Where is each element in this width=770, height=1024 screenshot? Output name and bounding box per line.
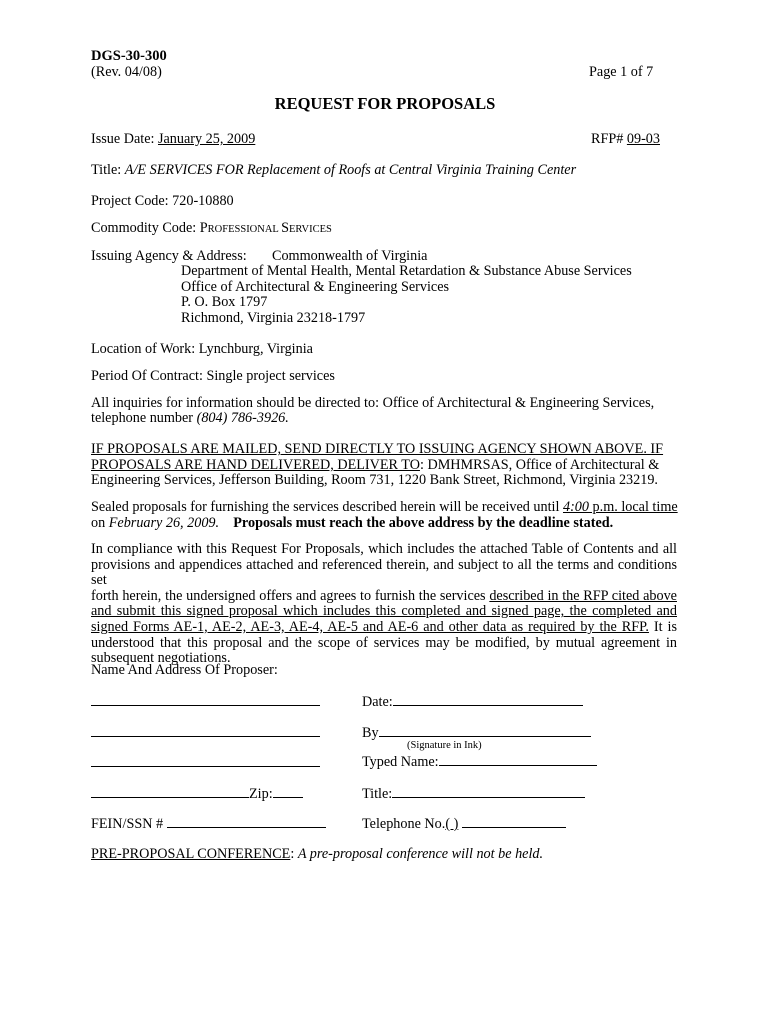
compliance-line3-underlined: described in the RFP cited above [489,587,677,604]
by-line [362,724,591,741]
proposer-address-field-2[interactable] [91,754,320,771]
mailing-line3: Engineering Services, Jefferson Building, Room 731, 1220 Bank Street, Richmond, Virginia 23219. [91,472,658,488]
pre-proposal-label: PRE-PROPOSAL CONFERENCE [91,846,291,862]
commodity-code-s: S [281,220,289,236]
issuing-agency-label: Issuing Agency & Address: [91,248,247,264]
rfp-number-line [591,131,660,147]
telephone-line [362,815,566,832]
fein-label: FEIN/SSN # [91,816,167,832]
compliance-line6: understood that this proposal and the scope of services may be modified, by mutual agreement in [91,634,677,651]
telephone-area-code-field[interactable]: ( ) [445,816,459,832]
sealed-on: on [91,515,109,531]
compliance-line2: provisions and appendices attached and referenced therein, and subject to all the terms and conditions set [91,556,677,589]
compliance-line3 [91,589,677,605]
telephone-label: Telephone No. [362,816,446,832]
pre-proposal-text: A pre-proposal conference will not be held. [297,846,544,862]
mailing-hand-delivery: PROPOSALS ARE HAND DELIVERED, DELIVER TO [91,457,420,473]
title-line [362,785,585,802]
compliance-line3-prefix: forth herein, the undersigned offers and agrees to furnish the services [91,587,490,604]
sealed-deadline-date: February 26, 2009. [108,515,220,531]
form-number: DGS-30-300 [91,48,167,64]
compliance-line1: In compliance with this Request For Proposals, which includes the attached Table of Contents and all [91,541,677,557]
sealed-line2 [91,515,613,531]
document-title: REQUEST FOR PROPOSALS [274,94,496,113]
project-title-value: A/E SERVICES FOR Replacement of Roofs at Central Virginia Training Center [124,162,577,178]
project-title-label: Title: [91,162,125,178]
date-line [362,693,583,710]
inquiries-line1: All inquiries for information should be directed to: Office of Architectural & Engineering Services, [91,395,655,411]
typed-name-line [362,753,597,770]
rfp-number-label: RFP# [591,131,627,147]
signature-note: (Signature in Ink) [407,740,482,751]
issue-date-label: Issue Date: [91,131,158,147]
compliance-line4: and submit this signed proposal which includes this completed and signed page, the completed and [91,603,677,620]
mailing-line2 [91,457,659,473]
title-label: Title: [362,786,393,802]
telephone-number-field[interactable] [462,815,566,828]
compliance-line5-rest: It is [648,618,677,635]
zip-field[interactable] [273,785,303,798]
inquiries-phone-label: telephone number [91,410,197,426]
proposer-name-field[interactable] [91,693,320,710]
rfp-number-value: 09-03 [626,131,660,147]
title-field[interactable] [392,785,585,798]
zip-label: Zip: [249,786,273,802]
commodity-code-p-rest: ROFESSIONAL [207,224,282,235]
proposer-address-field-1[interactable] [91,724,320,741]
issue-date-line [91,131,255,147]
date-label: Date: [362,694,393,710]
issuing-agency-line2: Department of Mental Health, Mental Retardation & Substance Abuse Services [181,263,632,279]
issuing-agency-line1: Commonwealth of Virginia [272,248,428,264]
project-title-line [91,162,576,178]
proposer-zip-line [91,785,303,802]
fein-field[interactable] [167,815,326,828]
location-of-work: Location of Work: Lynchburg, Virginia [91,341,313,357]
date-field[interactable] [393,693,583,706]
sealed-intro: Sealed proposals for furnishing the services described herein will be received until [91,499,563,515]
issue-date-value: January 25, 2009 [157,131,256,147]
mailing-line1: IF PROPOSALS ARE MAILED, SEND DIRECTLY TO ISSUING AGENCY SHOWN ABOVE. IF [91,441,664,457]
typed-name-field[interactable] [439,753,597,766]
sealed-line1 [91,499,678,515]
fein-line [91,815,326,832]
proposer-city-field[interactable] [91,785,249,798]
compliance-line7: subsequent negotiations. [91,650,231,667]
compliance-line5-underlined: signed Forms AE-1, AE-2, AE-3, AE-4, AE-5 and AE-6 and other data as required by the RFP. [91,618,649,635]
period-of-contract: Period Of Contract: Single project services [91,368,335,384]
sealed-time-suffix: p.m. local time [589,499,678,515]
typed-name-label: Typed Name: [362,754,439,770]
sealed-time: 4:00 [562,499,589,515]
pre-proposal-colon: : [290,846,298,862]
commodity-code-p: P [199,220,208,236]
by-label: By [362,725,379,741]
proposer-label: Name And Address Of Proposer: [91,662,278,678]
sealed-deadline-notice: Proposals must reach the above address by the deadline stated. [233,515,614,531]
pre-proposal-line [91,846,543,862]
project-code: Project Code: 720-10880 [91,193,234,209]
issuing-agency-line4: P. O. Box 1797 [181,294,268,310]
issuing-agency-line5: Richmond, Virginia 23218-1797 [181,310,366,326]
signature-field[interactable] [379,724,591,737]
commodity-code-line [91,220,332,238]
commodity-code-s-rest: ERVICES [288,224,332,235]
page-indicator: Page 1 of 7 [589,64,654,80]
compliance-paragraph [91,542,677,667]
issuing-agency-line3: Office of Architectural & Engineering Services [181,279,450,295]
mailing-delivery-address: : DMHMRSAS, Office of Architectural & [419,457,660,473]
form-revision: (Rev. 04/08) [91,64,162,80]
compliance-line5 [91,620,677,636]
inquiries-phone: (804) 786-3926. [196,410,289,426]
commodity-code-label: Commodity Code: [91,220,200,236]
inquiries-line2 [91,410,289,426]
